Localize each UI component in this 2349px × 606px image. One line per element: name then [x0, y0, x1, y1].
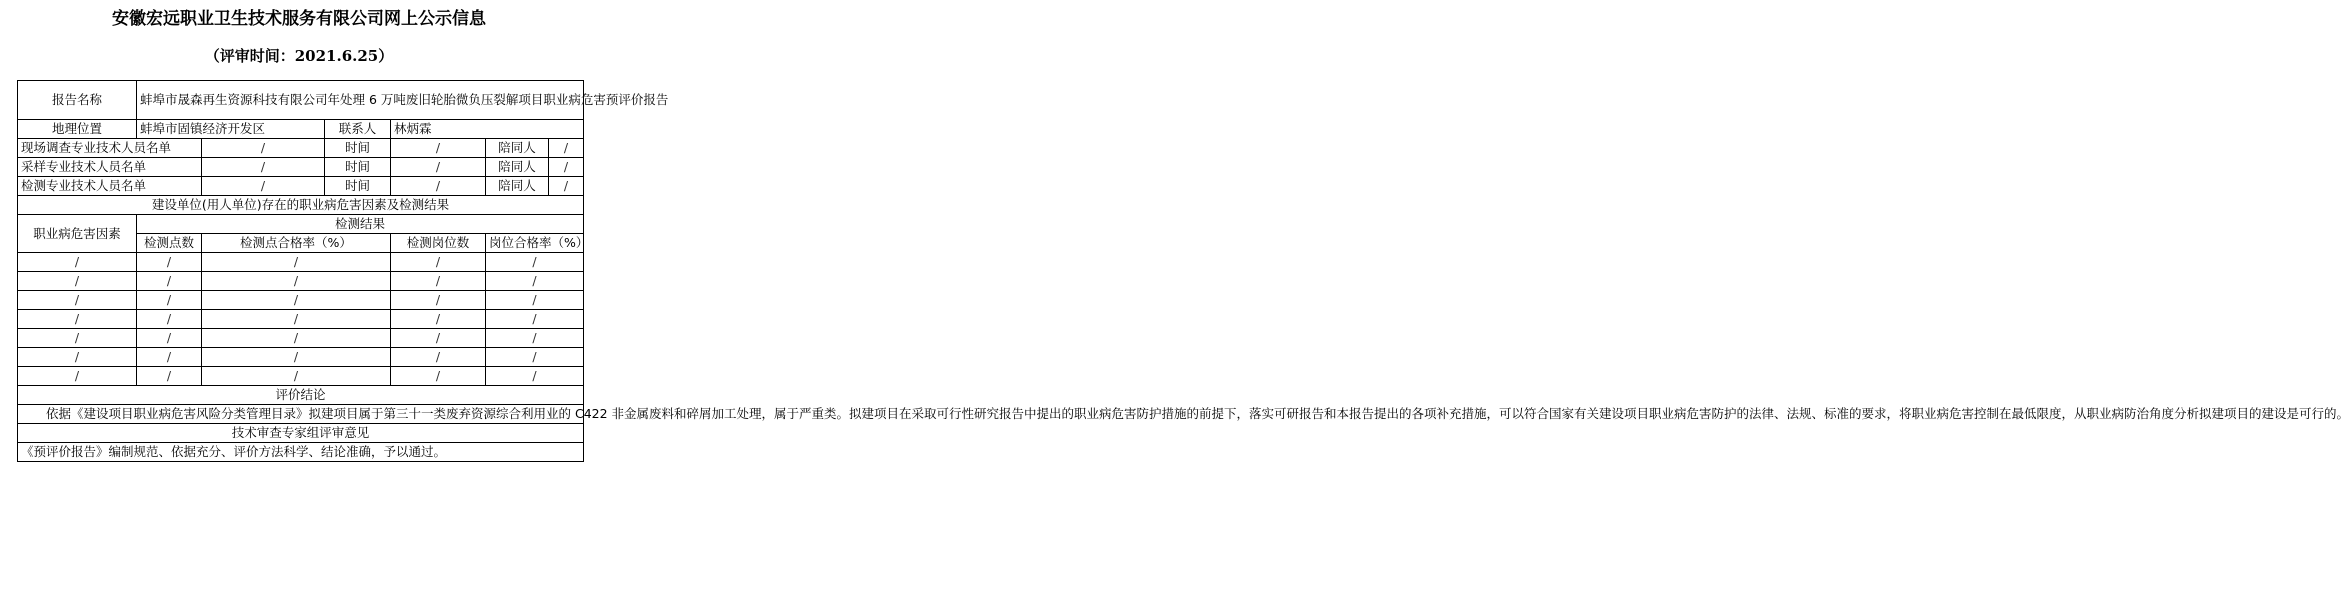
- report-name-value: 蚌埠市晟森再生资源科技有限公司年处理 6 万吨废旧轮胎微负压裂解项目职业病危害预评价报告: [137, 81, 584, 120]
- table-row: [18, 348, 584, 367]
- table-row: [18, 272, 584, 291]
- table-cell: /: [202, 272, 391, 291]
- table-cell: /: [137, 272, 202, 291]
- location-label: 地理位置: [18, 120, 137, 139]
- table-cell: /: [137, 348, 202, 367]
- table-cell: /: [486, 291, 584, 310]
- review-title-row: [18, 424, 584, 443]
- table-cell: /: [137, 291, 202, 310]
- table-row: [18, 291, 584, 310]
- staff-companion: /: [549, 158, 584, 177]
- staff-label: 采样专业技术人员名单: [18, 158, 202, 177]
- table-row: [18, 367, 584, 386]
- table-cell: /: [202, 329, 391, 348]
- staff-time: /: [391, 177, 486, 196]
- table-cell: /: [202, 348, 391, 367]
- table-cell: /: [18, 291, 137, 310]
- column-header: 检测点数: [137, 234, 202, 253]
- table-cell: /: [486, 272, 584, 291]
- table-cell: /: [137, 329, 202, 348]
- table-cell: /: [486, 310, 584, 329]
- table-cell: /: [391, 367, 486, 386]
- conclusion-title: 评价结论: [18, 386, 584, 405]
- staff-time-label: 时间: [325, 139, 391, 158]
- column-header: 检测岗位数: [391, 234, 486, 253]
- table-cell: /: [202, 367, 391, 386]
- table-cell: /: [202, 310, 391, 329]
- table-cell: /: [486, 329, 584, 348]
- staff-row: [18, 139, 584, 158]
- table-cell: /: [18, 253, 137, 272]
- conclusion-text-row: [18, 405, 584, 424]
- staff-label: 检测专业技术人员名单: [18, 177, 202, 196]
- hazard-section-title: 建设单位(用人单位)存在的职业病危害因素及检测结果: [18, 196, 584, 215]
- staff-row: [18, 158, 584, 177]
- detection-results-header: 检测结果: [137, 215, 584, 234]
- staff-names: /: [202, 139, 325, 158]
- report-name-row: [18, 81, 584, 120]
- table-cell: /: [391, 253, 486, 272]
- report-name-label: 报告名称: [18, 81, 137, 120]
- conclusion-text: 依据《建设项目职业病危害风险分类管理目录》拟建项目属于第三十一类废弃资源综合利用业的 C422 非金属废料和碎屑加工处理，属于严重类。拟建项目在采取可行性研究报告中提出的职业病危害防护措施的前提下，落实可研报告和本报告提出的各项补充措施，可以符合国家有关建设项目职业病危害防护的法律、法规、标准的要求，将职业病危害控制在最低限度，从职业病防治角度分析拟建项目的建设是可行的。: [18, 405, 584, 424]
- location-row: [18, 120, 584, 139]
- table-cell: /: [202, 291, 391, 310]
- staff-companion: /: [549, 139, 584, 158]
- table-cell: /: [202, 253, 391, 272]
- table-cell: /: [137, 367, 202, 386]
- staff-time: /: [391, 158, 486, 177]
- disclosure-table: [17, 80, 2349, 462]
- staff-row: [18, 177, 584, 196]
- column-header: 检测点合格率（%）: [202, 234, 391, 253]
- review-text-row: [18, 443, 584, 462]
- hazard-header-row: [18, 215, 584, 234]
- staff-companion: /: [549, 177, 584, 196]
- table-cell: /: [18, 329, 137, 348]
- staff-companion-label: 陪同人: [486, 158, 549, 177]
- staff-names: /: [202, 177, 325, 196]
- table-cell: /: [18, 310, 137, 329]
- review-title: 技术审查专家组评审意见: [18, 424, 584, 443]
- hazard-section-row: [18, 196, 584, 215]
- review-text: 《预评价报告》编制规范、依据充分、评价方法科学、结论准确，予以通过。: [18, 443, 584, 462]
- table-cell: /: [391, 329, 486, 348]
- hazard-factor-header: 职业病危害因素: [18, 215, 137, 253]
- table-row: [18, 310, 584, 329]
- staff-names: /: [202, 158, 325, 177]
- table-cell: /: [18, 367, 137, 386]
- table-cell: /: [486, 348, 584, 367]
- table-cell: /: [18, 348, 137, 367]
- page-title: 安徽宏远职业卫生技术服务有限公司网上公示信息: [112, 9, 486, 29]
- table-cell: /: [391, 310, 486, 329]
- review-time: （评审时间：2021.6.25）: [204, 47, 394, 65]
- table-cell: /: [137, 253, 202, 272]
- table-cell: /: [391, 348, 486, 367]
- conclusion-title-row: [18, 386, 584, 405]
- location-value: 蚌埠市固镇经济开发区: [137, 120, 325, 139]
- contact-value: 林炳霖: [391, 120, 584, 139]
- table-cell: /: [486, 253, 584, 272]
- staff-time-label: 时间: [325, 177, 391, 196]
- table-row: [18, 253, 584, 272]
- contact-label: 联系人: [325, 120, 391, 139]
- staff-companion-label: 陪同人: [486, 177, 549, 196]
- staff-label: 现场调查专业技术人员名单: [18, 139, 202, 158]
- table-cell: /: [137, 310, 202, 329]
- table-row: [18, 329, 584, 348]
- table-cell: /: [486, 367, 584, 386]
- staff-time-label: 时间: [325, 158, 391, 177]
- staff-time: /: [391, 139, 486, 158]
- table-cell: /: [391, 272, 486, 291]
- column-header: 岗位合格率（%）: [486, 234, 584, 253]
- table-cell: /: [18, 272, 137, 291]
- staff-companion-label: 陪同人: [486, 139, 549, 158]
- table-cell: /: [391, 291, 486, 310]
